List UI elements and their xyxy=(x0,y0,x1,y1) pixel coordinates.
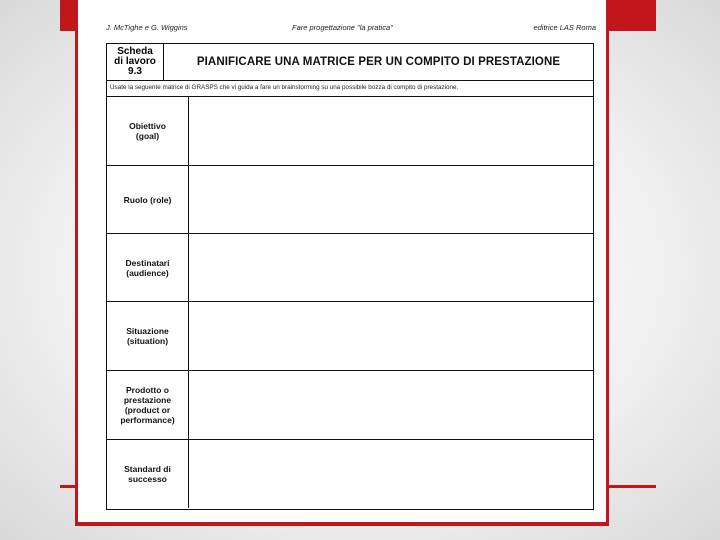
running-head-publisher: editrice LAS Roma xyxy=(533,23,596,32)
worksheet-number-line: 9.3 xyxy=(128,66,142,77)
worksheet-header xyxy=(107,44,593,81)
grasps-row-product xyxy=(107,371,593,440)
worksheet-table xyxy=(106,43,594,510)
row-label: Prodotto o prestazione (product or performance) xyxy=(107,371,189,439)
grasps-row-role xyxy=(107,166,593,234)
worksheet-instruction: Usate la seguente matrice di GRASPS che vi guida a fare un brainstorming su una possibile bozza di compito di prestazione. xyxy=(110,84,459,91)
grasps-row-situation xyxy=(107,302,593,371)
worksheet-title: PIANIFICARE UNA MATRICE PER UN COMPITO DI PRESTAZIONE xyxy=(196,56,561,68)
row-label: Standard di successo xyxy=(107,440,189,508)
row-answer-field[interactable] xyxy=(189,302,593,370)
row-answer-field[interactable] xyxy=(189,440,593,508)
row-label: Ruolo (role) xyxy=(107,166,189,233)
worksheet-number-line: Scheda xyxy=(117,46,153,57)
worksheet-number xyxy=(107,44,164,80)
row-label: Obiettivo (goal) xyxy=(107,97,189,165)
row-answer-field[interactable] xyxy=(189,97,593,165)
grasps-row-goal xyxy=(107,97,593,166)
running-head xyxy=(106,23,596,35)
grasps-row-standards xyxy=(107,440,593,508)
row-answer-field[interactable] xyxy=(189,166,593,233)
row-label: Destinatari (audience) xyxy=(107,234,189,301)
row-label: Situazione (situation) xyxy=(107,302,189,370)
grasps-row-audience xyxy=(107,234,593,302)
worksheet-number-line: di lavoro xyxy=(114,56,156,67)
running-head-authors: J. McTighe e G. Wiggins xyxy=(106,23,188,32)
running-head-book-title: Fare progettazione "la pratica" xyxy=(292,23,393,32)
row-answer-field[interactable] xyxy=(189,371,593,439)
row-answer-field[interactable] xyxy=(189,234,593,301)
